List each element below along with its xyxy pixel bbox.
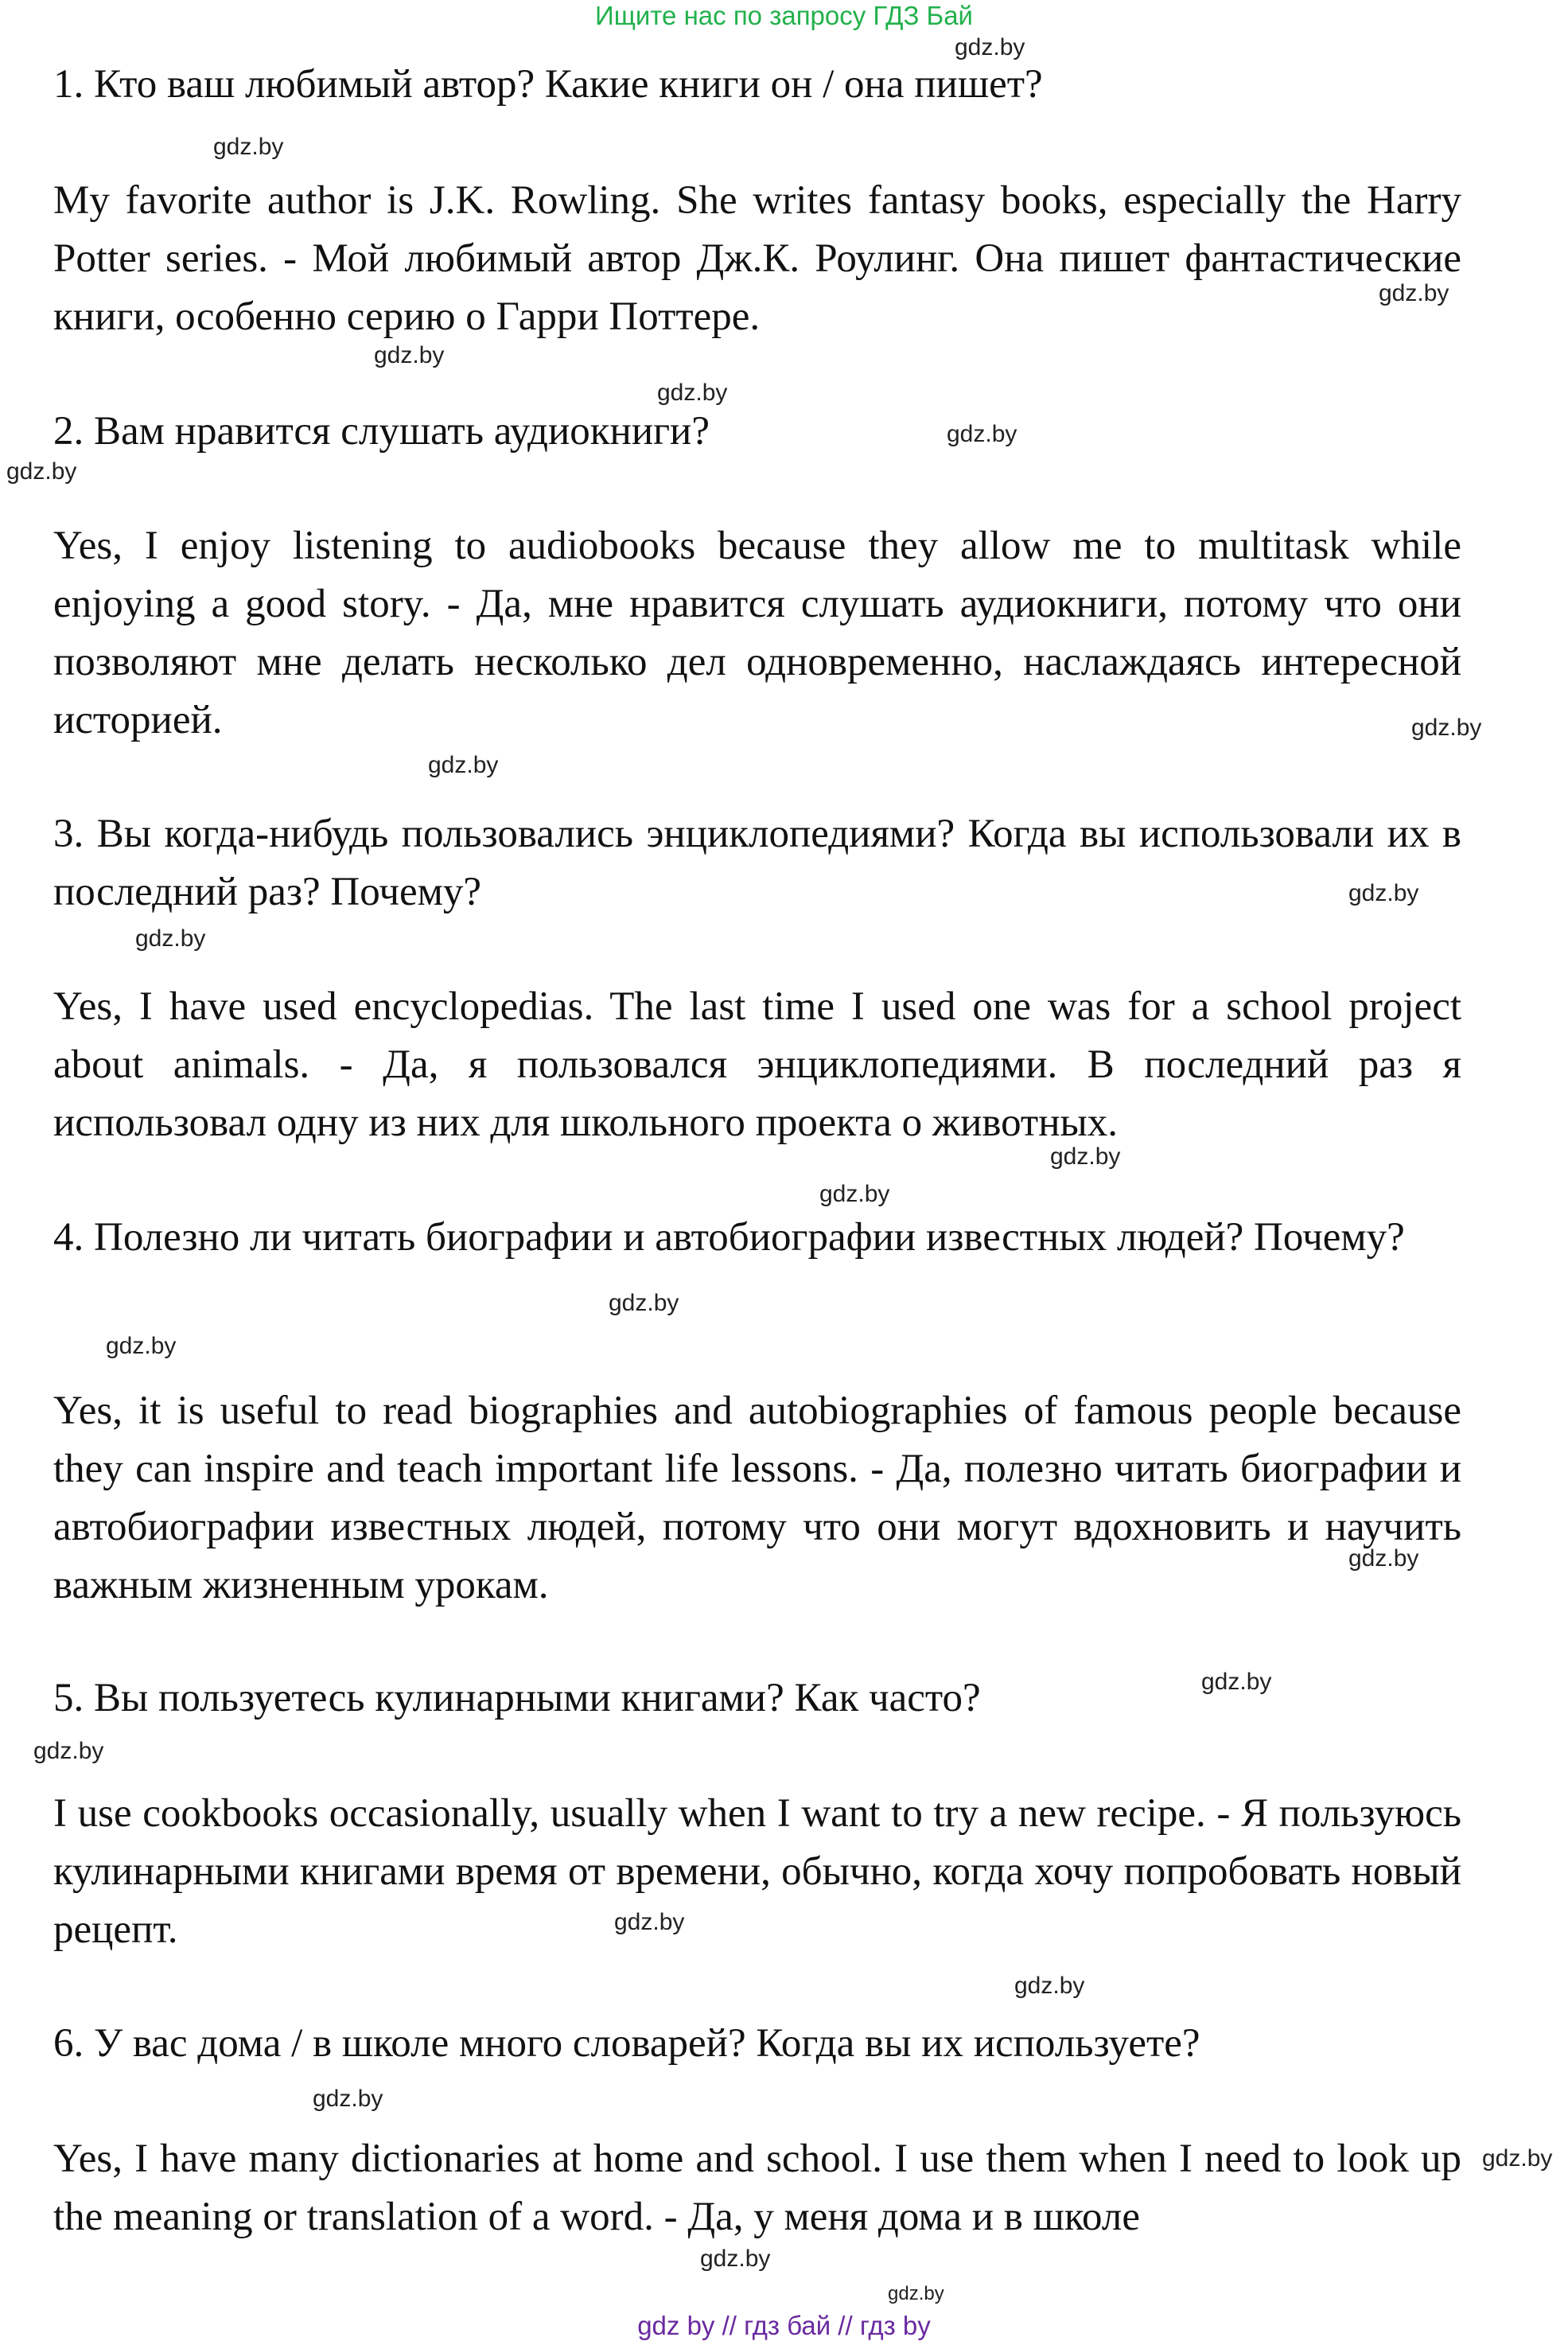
watermark: gdz.by xyxy=(1014,1973,1085,1999)
watermark: gdz.by xyxy=(1379,280,1449,306)
answer-5: I use cookbooks occasionally, usually when I want to try a new recipe. - Я пользуюсь кулинарными книгами время от времени, обычно, когда хочу попробовать новый рецепт. xyxy=(53,1791,1461,1952)
watermark: gdz.by xyxy=(657,380,728,406)
question-3: 3. Вы когда-нибудь пользовались энциклопедиями? Когда вы использовали их в последний раз? Почему? xyxy=(53,812,1461,914)
watermark: gdz.by xyxy=(1348,880,1419,906)
question-4: 4. Полезно ли читать биографии и автобиографии известных людей? Почему? xyxy=(53,1215,1405,1260)
page-header-banner: Ищите нас по запросу ГДЗ Бай xyxy=(595,1,973,30)
question-2: 2. Вам нравится слушать аудиокниги? xyxy=(53,409,710,454)
question-5: 5. Вы пользуетесь кулинарными книгами? Как часто? xyxy=(53,1676,981,1720)
answer-2: Yes, I enjoy listening to audiobooks because they allow me to multitask while enjoying a good story. - Да, мне нравится слушать аудиокниги, потому что они позволяют мне делать несколько дел одновременно, наслаждаясь интересной историей. xyxy=(53,524,1461,742)
answer-3: Yes, I have used encyclopedias. The last time I used one was for a school project about animals. - Да, я пользовался энциклопедиями. В последний раз я использовал одну из них для школьного проекта о животных. xyxy=(53,984,1461,1145)
page-footer-banner: gdz by // гдз бай // гдз by xyxy=(637,2311,931,2340)
watermark: gdz.by xyxy=(374,342,445,368)
watermark: gdz.by xyxy=(313,2086,383,2112)
watermark: gdz.by xyxy=(609,1290,679,1316)
watermark: gdz.by xyxy=(1201,1669,1272,1695)
answer-1: My favorite author is J.K. Rowling. She writes fantasy books, especially the Harry Potter series. - Мой любимый автор Дж.К. Роулинг. Она пишет фантастические книги, особенно серию о Гарри Поттере. xyxy=(53,178,1461,339)
watermark: gdz.by xyxy=(947,421,1017,447)
watermark: gdz.by xyxy=(700,2246,771,2272)
watermark: gdz.by xyxy=(955,34,1025,60)
watermark: gdz.by xyxy=(428,752,499,778)
watermark: gdz.by xyxy=(6,458,77,485)
question-6: 6. У вас дома / в школе много словарей? Когда вы их используете? xyxy=(53,2021,1200,2066)
watermark: gdz.by xyxy=(1348,1545,1419,1572)
watermark: gdz.by xyxy=(888,2283,944,2304)
watermark: gdz.by xyxy=(819,1181,890,1207)
watermark: gdz.by xyxy=(33,1738,104,1764)
watermark: gdz.by xyxy=(614,1909,685,1935)
answer-6: Yes, I have many dictionaries at home and school. I use them when I need to look up the meaning or translation of a word. - Да, у меня дома и в школе xyxy=(53,2137,1461,2239)
watermark: gdz.by xyxy=(213,134,284,160)
question-1: 1. Кто ваш любимый автор? Какие книги он / она пишет? xyxy=(53,62,1043,107)
watermark: gdz.by xyxy=(106,1333,177,1359)
watermark: gdz.by xyxy=(135,925,206,952)
answer-4: Yes, it is useful to read biographies and autobiographies of famous people because they can inspire and teach important life lessons. - Да, полезно читать биографии и автобиографии известных людей, потому что они могут вдохновить и научить важным жизненным урокам. xyxy=(53,1389,1461,1607)
watermark: gdz.by xyxy=(1411,715,1482,741)
watermark: gdz.by xyxy=(1482,2145,1553,2172)
watermark: gdz.by xyxy=(1050,1143,1121,1170)
